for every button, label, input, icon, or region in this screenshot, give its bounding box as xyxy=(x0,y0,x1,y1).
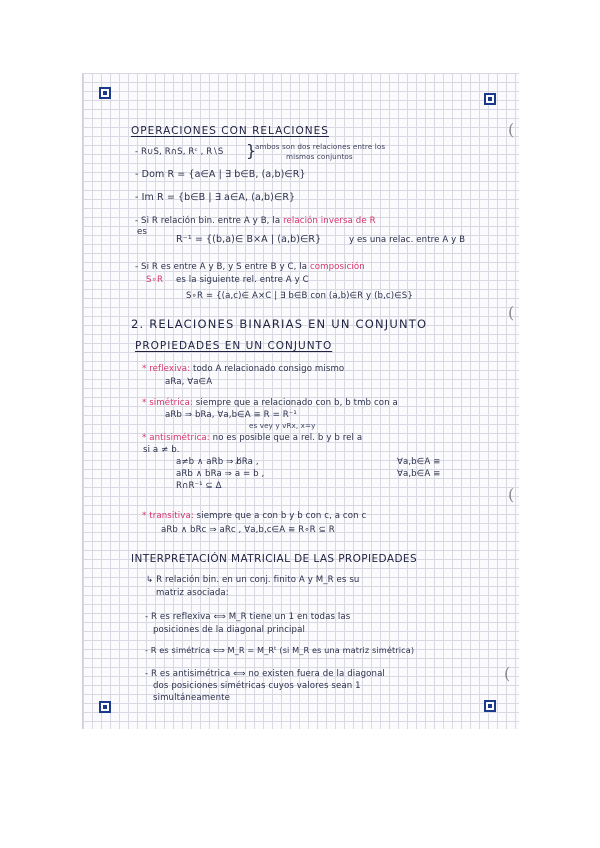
corner-mark-top-left-icon xyxy=(99,87,111,99)
symmetric-line xyxy=(142,398,398,408)
subsection-title-propiedades: PROPIEDADES EN UN CONJUNTO xyxy=(135,340,333,352)
corner-mark-bottom-left-icon xyxy=(99,701,111,713)
transitive-description: siempre que a con b y b con c, a con c xyxy=(196,511,367,521)
binder-hole-1-icon: ( xyxy=(508,120,515,139)
reflexive-line xyxy=(142,364,344,374)
inverse-formula: R⁻¹ = {(b,a)∈ B×A | (a,b)∈R} xyxy=(176,234,322,245)
antisymmetric-formula-2-quantifier: ∀a,b∈A ≡ xyxy=(397,469,441,479)
inverse-term: relación inversa de R xyxy=(283,216,376,226)
antisymmetric-line xyxy=(142,433,362,443)
antisymmetric-term: * antisimétrica: xyxy=(142,433,210,443)
antisymmetric-formula-1: a≠b ∧ aRb ⇒ b̸Ra , xyxy=(176,457,259,467)
inverse-note: y es una relac. entre A y B xyxy=(349,235,466,245)
matrix-reflexive-line1: - R es reflexiva ⟺ M_R tiene un 1 en todas las xyxy=(145,612,351,622)
inverse-es: es xyxy=(137,227,147,237)
matrix-antisymmetric-line2: dos posiciones simétricas cuyos valores sean 1 xyxy=(153,681,361,691)
operations-note-line2: mismos conjuntos xyxy=(286,152,353,161)
composition-description: es la siguiente rel. entre A y C xyxy=(176,275,309,285)
antisymmetric-formula-1-quantifier: ∀a,b∈A ≡ xyxy=(397,457,441,467)
corner-mark-bottom-right-icon xyxy=(484,700,496,712)
corner-mark-top-right-icon xyxy=(484,93,496,105)
matrix-antisymmetric-line3: simultáneamente xyxy=(153,693,230,703)
operations-list: - R∪S, R∩S, Rᶜ , R∖S xyxy=(135,147,224,157)
inverse-relation-intro xyxy=(135,216,376,226)
symmetric-formula: aRb ⇒ bRa, ∀a,b∈A ≡ R = R⁻¹ xyxy=(165,410,297,420)
reflexive-term: * reflexiva: xyxy=(142,364,191,374)
transitive-formula: aRb ∧ bRc ⇒ aRc , ∀a,b,c∈A ≡ R∘R ⊆ R xyxy=(161,525,335,535)
binder-hole-3-icon: ( xyxy=(508,485,515,504)
image-definition: - Im R = {b∈B | ∃ a∈A, (a,b)∈R} xyxy=(135,192,296,203)
composition-intro xyxy=(135,262,365,272)
domain-definition: - Dom R = {a∈A | ∃ b∈B, (a,b)∈R} xyxy=(135,169,306,180)
composition-intro-text: - Si R es entre A y B, y S entre B y C, la xyxy=(135,262,308,272)
matrix-symmetric-line: - R es simétrica ⟺ M_R = M_Rᵗ (si M_R es una matriz simétrica) xyxy=(145,645,415,655)
reflexive-formula: aRa, ∀a∈A xyxy=(165,377,213,387)
antisymmetric-condition: si a ≠ b. xyxy=(143,445,180,455)
composition-term: composición xyxy=(309,262,365,272)
antisymmetric-description: no es posible que a rel. b y b rel a xyxy=(212,433,363,443)
antisymmetric-formula-3: R∩R⁻¹ ⊆ Δ xyxy=(176,481,222,491)
transitive-line xyxy=(142,511,366,521)
matrix-reflexive-line2: posiciones de la diagonal principal xyxy=(153,625,305,635)
symmetric-term: * simétrica: xyxy=(142,398,193,408)
operations-note-line1: ambos son dos relaciones entre los xyxy=(255,142,386,151)
reflexive-description: todo A relacionado consigo mismo xyxy=(192,364,345,374)
binder-hole-4-icon: ( xyxy=(504,664,511,683)
matrix-intro-line2: matriz asociada: xyxy=(156,588,229,598)
composition-formula: S∘R = {(a,c)∈ A×C | ∃ b∈B con (a,b)∈R y (b,c)∈S} xyxy=(186,291,413,301)
inverse-intro-text: - Si R relación bin. entre A y B, la xyxy=(135,216,281,226)
antisymmetric-formula-2: aRb ∧ bRa ⇒ a = b , xyxy=(176,469,265,479)
matrix-intro-line1: ↳ R relación bin. en un conj. finito A y M_R es su xyxy=(146,575,360,585)
composition-symbol: S∘R xyxy=(146,275,164,285)
matrix-antisymmetric-line1: - R es antisimétrica ⟺ no existen fuera de la diagonal xyxy=(145,669,385,679)
section-title-relaciones-binarias: 2. RELACIONES BINARIAS EN UN CONJUNTO xyxy=(131,317,428,331)
symmetric-description: siempre que a relacionado con b, b tmb con a xyxy=(195,398,398,408)
section-title-interpretacion-matricial: INTERPRETACIÓN MATRICIAL DE LAS PROPIEDADES xyxy=(131,553,418,565)
symmetric-note: es vey y vRx, x=y xyxy=(249,421,316,430)
binder-hole-2-icon: ( xyxy=(508,303,515,322)
brace-icon: } xyxy=(246,141,257,160)
section-title-operaciones: OPERACIONES CON RELACIONES xyxy=(131,125,329,137)
transitive-term: * transitiva: xyxy=(142,511,194,521)
